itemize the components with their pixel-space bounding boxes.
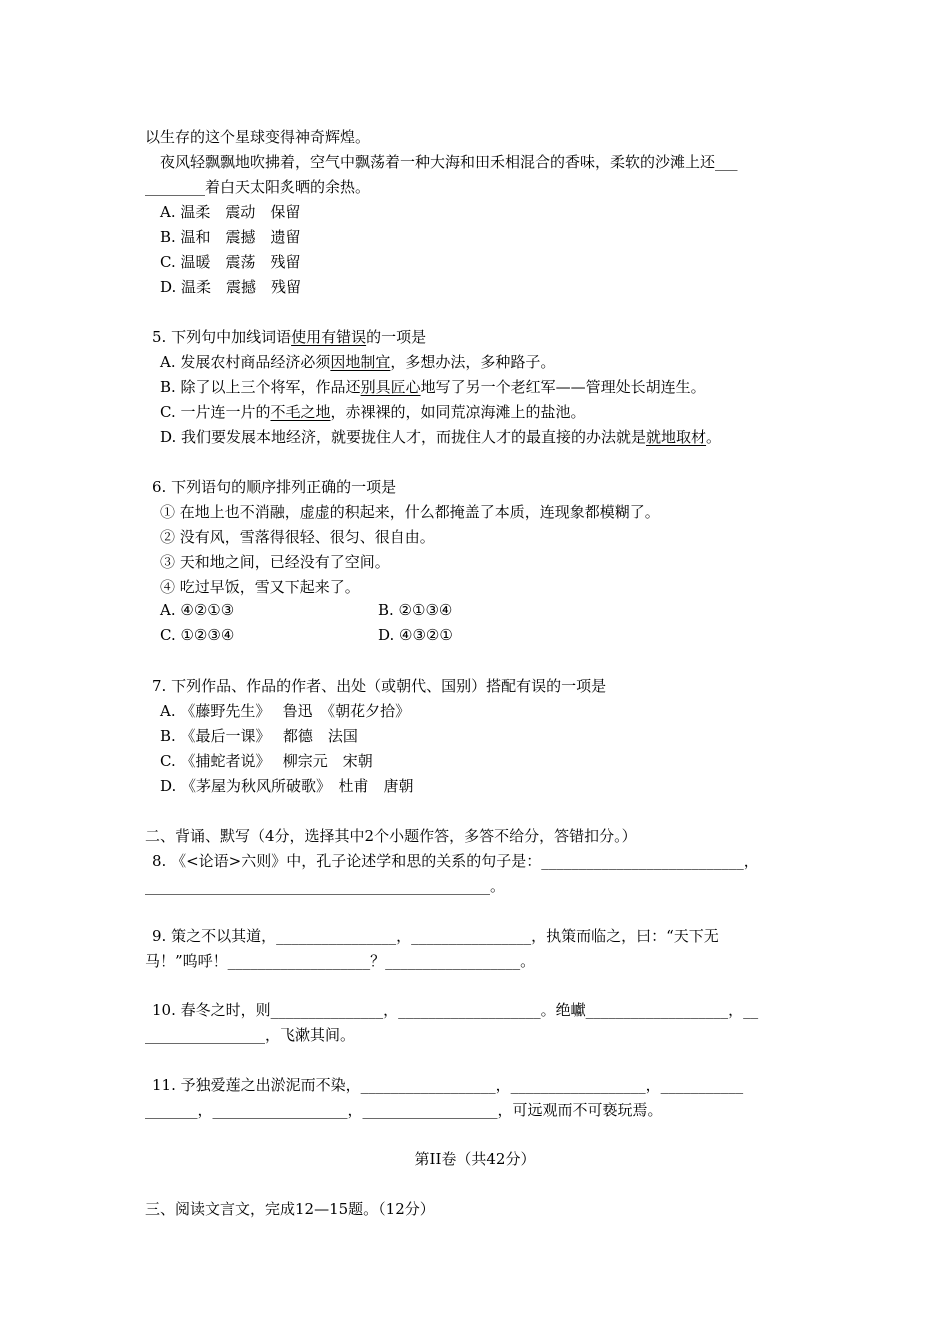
option-text: 地写了另一个老红军——管理处长胡连生。 [420,378,706,396]
stem-text: 的一项是 [366,328,427,346]
underlined-text: 使用有错误 [291,328,367,346]
section-2-heading: 二、背诵、默写（4分，选择其中2个小题作答，多答不给分，答错扣分。） [145,827,637,845]
option-d: D. ④③②① [378,626,453,644]
option-text: C. 一片连一片的 [160,403,271,421]
volume-2-title: 第II卷（共42分） [414,1150,536,1168]
underlined-word: 因地制宜 [330,353,391,371]
underlined-word: 就地取材 [646,428,707,446]
option-b: B. ②①③④ [378,601,453,619]
option-c: C. 温暖 震荡 残留 [160,253,301,271]
option-a: A. 《藤野先生》 鲁迅 《朝花夕拾》 [160,702,411,720]
question-8-line: ______________________________________________。 [145,877,506,895]
question-7-stem: 7. 下列作品、作品的作者、出处（或朝代、国别）搭配有误的一项是 [152,677,607,695]
question-11-line: _______，__________________，__________________，可远观而不可亵玩焉。 [145,1101,663,1119]
option-d: D. 温柔 震撼 残留 [160,278,302,296]
option-d [160,427,721,447]
stem-text: 5. 下列句中加线词语 [152,328,292,346]
section-3-heading: 三、阅读文言文，完成12—15题。（12分） [145,1200,435,1218]
sentence-item: ③ 天和地之间，已经没有了空间。 [160,553,390,571]
passage-line: 以生存的这个星球变得神奇辉煌。 [145,128,371,146]
option-d: D. 《茅屋为秋风所破歌》 杜甫 唐朝 [160,777,414,795]
option-b: B. 温和 震撼 遗留 [160,228,301,246]
underlined-word: 别具匠心 [360,378,421,396]
passage-line: ________着白天太阳炙晒的余热。 [145,178,371,196]
sentence-item: ② 没有风，雪落得很轻、很匀、很自由。 [160,528,435,546]
question-8-line: 8. 《<论语>六则》中，孔子论述学和思的关系的句子是：___________________________， [152,852,759,870]
option-b [160,377,706,397]
question-10-line: 10. 春冬之时，则_______________，___________________。绝巘___________________，__ [152,1001,759,1019]
option-text: ，赤裸裸的，如同荒凉海滩上的盐池。 [330,403,586,421]
passage-line: 夜风轻飘飘地吹拂着，空气中飘荡着一种大海和田禾相混合的香味，柔软的沙滩上还___ [160,153,738,171]
sentence-item: ④ 吃过早饭，雪又下起来了。 [160,578,360,596]
option-c [160,402,586,422]
option-text: B. 除了以上三个将军，作品还 [160,378,361,396]
question-9-line: 马！”呜呼！___________________？__________________。 [145,952,536,970]
option-a: A. 温柔 震动 保留 [160,203,301,221]
option-a [160,352,555,372]
question-5-stem [152,327,426,347]
option-c: C. ①②③④ [160,626,235,644]
option-a: A. ④②①③ [160,601,235,619]
option-c: C. 《捕蛇者说》 柳宗元 宋朝 [160,752,373,770]
option-text: 。 [706,428,722,446]
underlined-word: 不毛之地 [270,403,331,421]
question-10-line: ________________，飞漱其间。 [145,1026,356,1044]
option-b: B. 《最后一课》 都德 法国 [160,727,358,745]
question-6-stem: 6. 下列语句的顺序排列正确的一项是 [152,478,397,496]
question-9-line: 9. 策之不以其道，________________，________________，执策而临之，曰：“天下无 [152,927,719,945]
option-text: ，多想办法，多种路子。 [390,353,556,371]
sentence-item: ① 在地上也不消融，虚虚的积起来，什么都掩盖了本质，连现象都模糊了。 [160,503,660,521]
option-text: A. 发展农村商品经济必须 [160,353,331,371]
question-11-line: 11. 予独爱莲之出淤泥而不染，__________________，__________________，___________ [152,1076,744,1094]
option-text: D. 我们要发展本地经济，就要拢住人才，而拢住人才的最直接的办法就是 [160,428,647,446]
